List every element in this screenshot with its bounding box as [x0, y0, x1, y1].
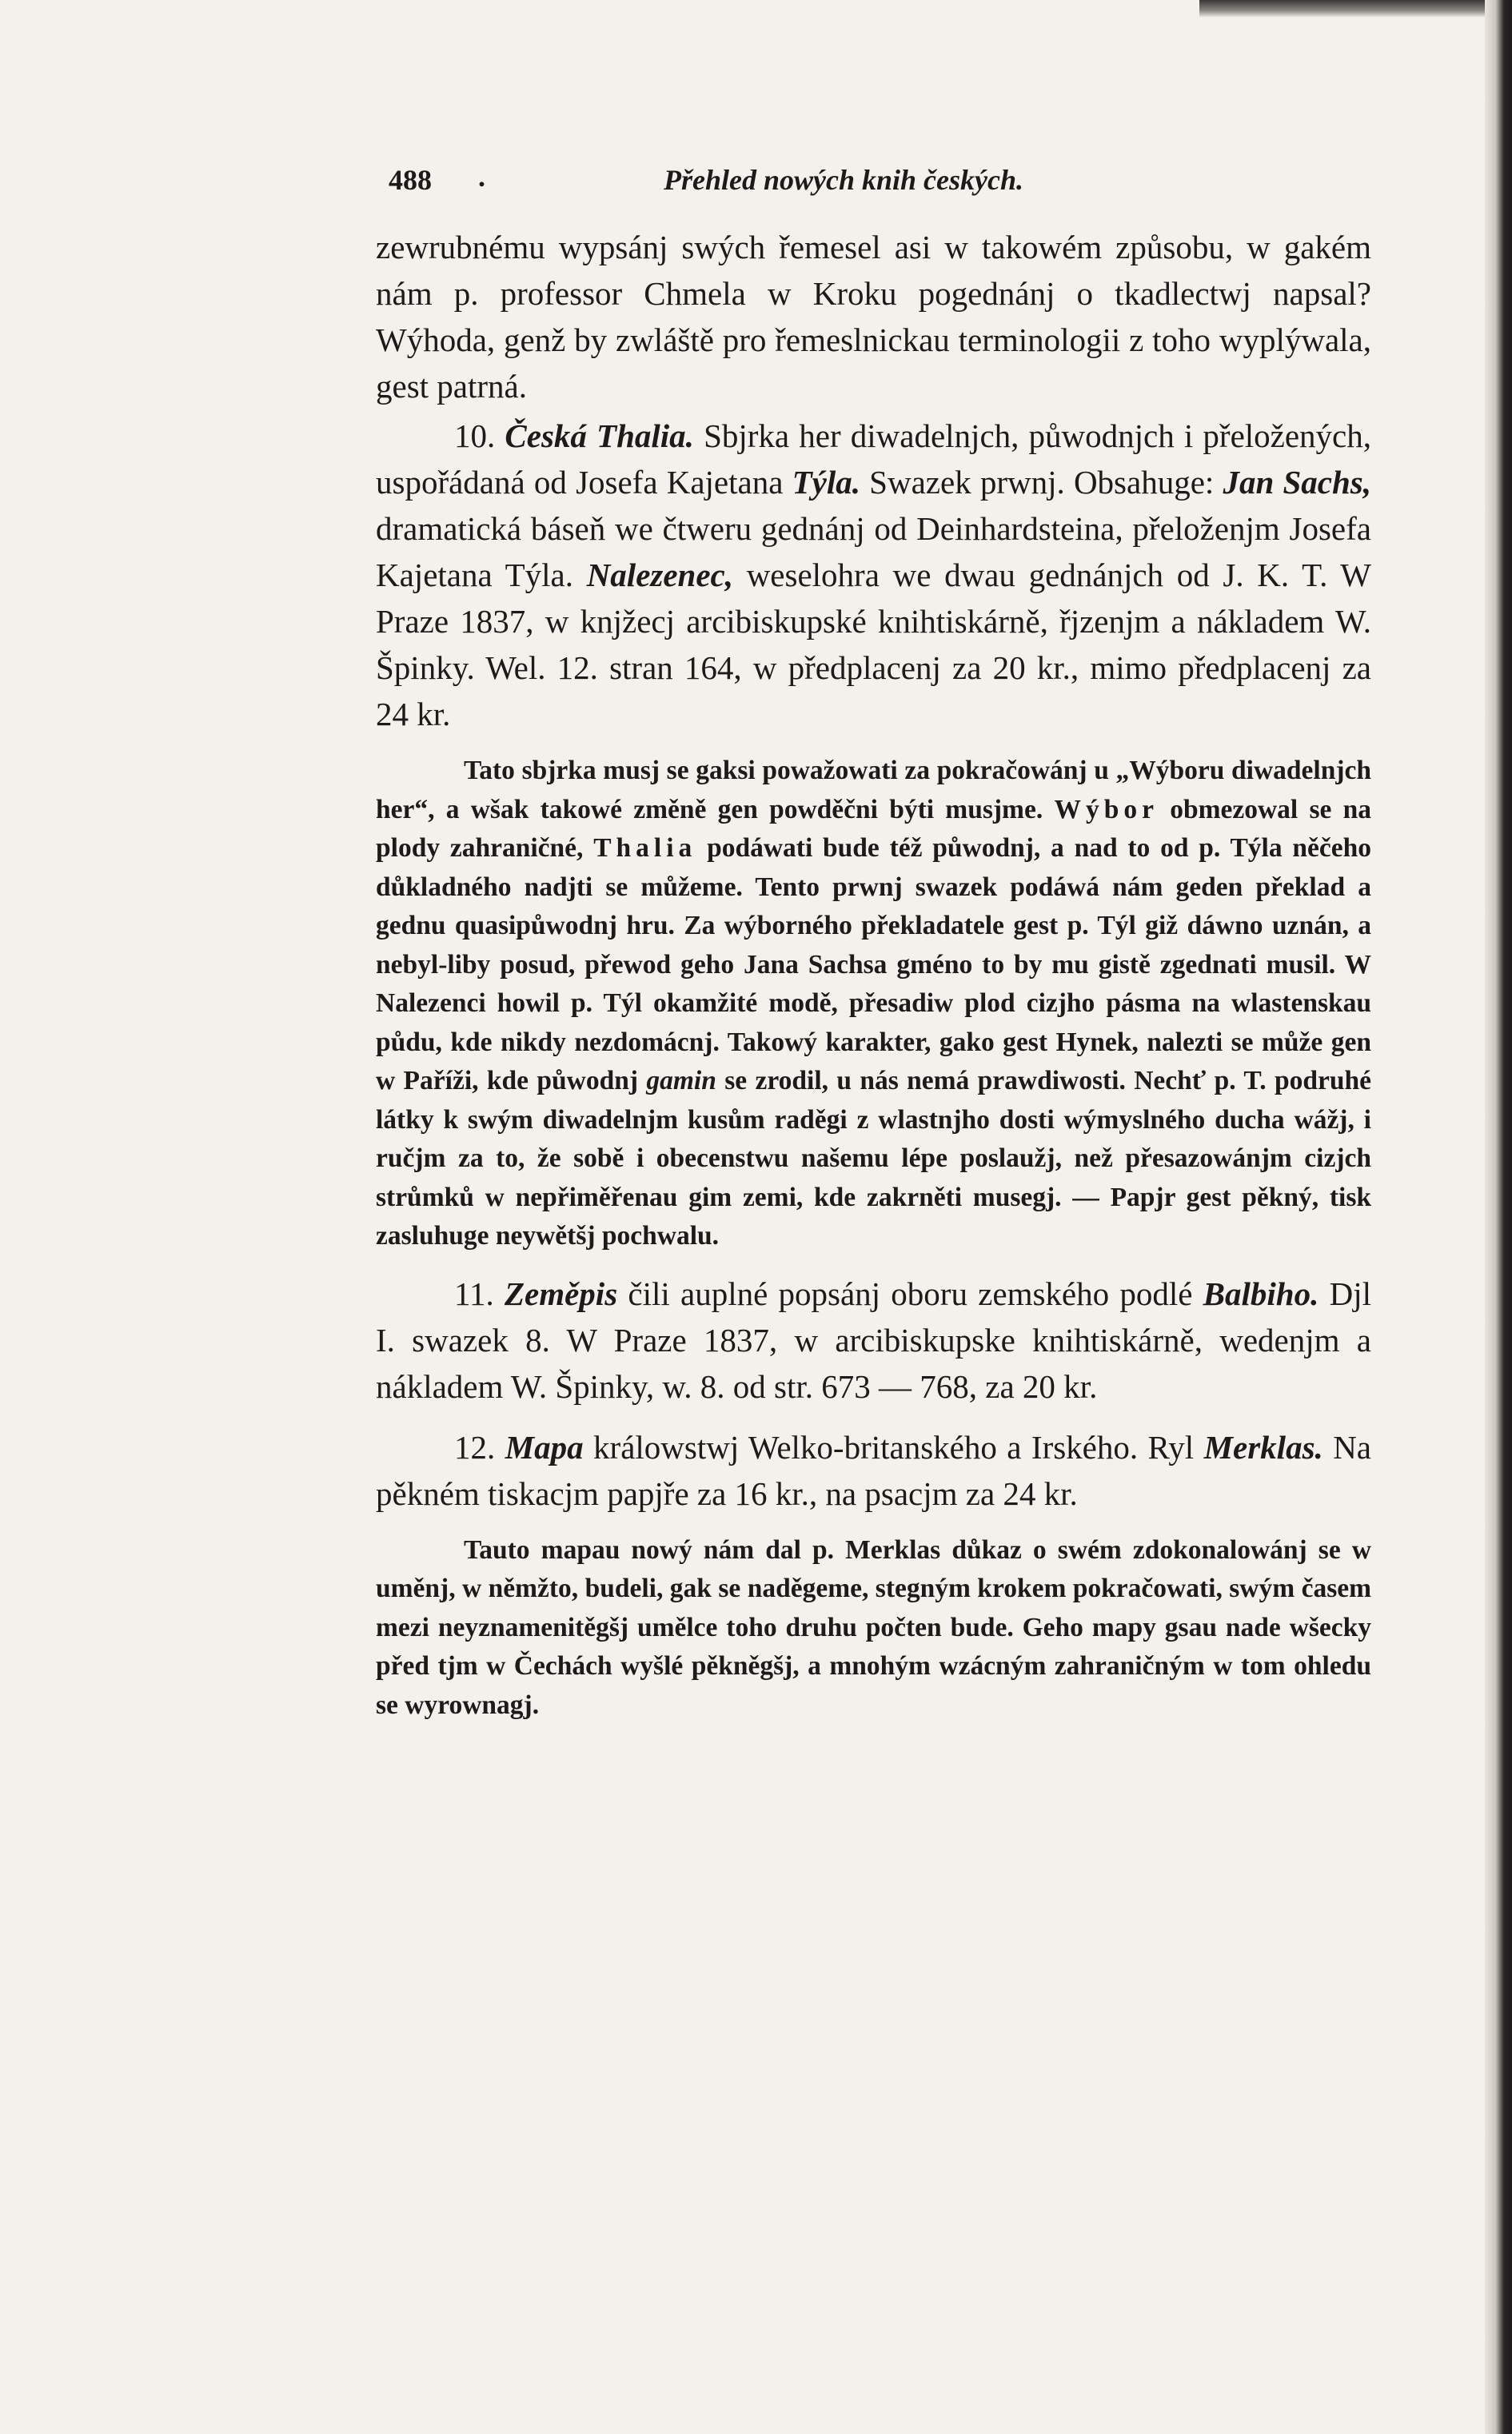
italic-word: gamin	[646, 1066, 716, 1095]
entry-text: králowstwj Welko-britanského a Irského. Ryl	[583, 1428, 1204, 1466]
entry-text: Djl I. swazek 8. W Praze 1837, w arcibiskupske knihtiskárně, wedenjm a nákladem W. Špinky, w. 8. od str. 673 — 768, za 20 kr.	[376, 1275, 1371, 1405]
entry-text: čili auplné popsánj oboru zemského podlé	[617, 1275, 1203, 1312]
entry-text: Na pěkném tiskacjm papjře za 16 kr., na psacjm za 24 kr.	[376, 1428, 1372, 1512]
entry-12	[376, 1424, 1371, 1517]
entry-work-title: Jan Sachs,	[1223, 464, 1371, 501]
paragraph-continuation: zewrubnému wypsánj swých řemesel asi w takowém způsobu, w gakém nám p. professor Chmela w Kroku pogednánj o tkadlectwj napsal? Wýhoda, genž by zwláště pro řemeslnickau terminologii z toho wyplýwala, gest patrná.	[376, 229, 1371, 405]
entry-10	[376, 413, 1371, 737]
entry-title: Česká Thalia.	[505, 417, 694, 454]
entry-11	[376, 1271, 1371, 1410]
review-text: obmezowal se na plody zahraničné,	[376, 794, 1372, 863]
running-title: Přehled nowých knih českých.	[664, 164, 1023, 196]
scan-top-shadow	[1199, 0, 1512, 18]
entry-number: 11.	[454, 1275, 494, 1312]
entry-author: Týla.	[792, 464, 860, 501]
entry-number: 10.	[454, 417, 496, 454]
entry-text: weselohra we dwau gednánjch od J. K. T. W Praze 1837, w knjžecj arcibiskupské knihtiskárně, řjzenjm a nákladem W. Špinky. Wel. 12. stran 164, w předplacenj za 20 kr., mimo předplacenj za 24 kr.	[376, 557, 1371, 732]
review-text: se zrodil, u nás nemá prawdiwosti. Nechť p. T. podruhé látky k swým diwadelnjm kusům raděgi z wlastnjho dosti wýmyslného ducha wážj, i ručjm za to, že sobě i obecenstwu našemu lépe poslaužj, než přesazowánjm cizjch strůmků w nepřiměřenau gim zemi, kde zakrněti musegj. — Papjr gest pěkný, tisk zasluhuge neywětšj pochwalu.	[376, 1066, 1371, 1251]
review-12: Tauto mapau nowý nám dal p. Merklas důkaz o swém zdokonalowánj se w uměnj, w němžto, budeli, gak se naděgeme, stegným krokem pokračowati, swým časem mezi neyznamenitěgšj umělce toho druhu počten bude. Geho mapy gsau nade wšecky před tjm w Čechách wyšlé pěkněgšj, a mnohým wzácným zahraničným w tom ohledu se wyrownagj.	[376, 1534, 1371, 1720]
entry-text: dramatická báseň we čtweru gednánj od Deinhardsteina, přeloženjm Josefa Kajetana Týla.	[376, 510, 1371, 593]
entry-author: Balbiho.	[1203, 1275, 1319, 1312]
entry-text: Swazek prwnj. Obsahuge:	[860, 464, 1223, 501]
entry-author: Merklas.	[1203, 1428, 1323, 1466]
entry-number: 12.	[454, 1428, 496, 1466]
review-text: Tato sbjrka musj se gaksi powažowati za pokračowánj u „Wýboru diwadelnjch her“, a wšak takowé změně gen powděčni býti musjme.	[376, 756, 1371, 824]
page-body	[376, 224, 1371, 1725]
scan-right-edge	[1485, 0, 1512, 2434]
spaced-word: Wýbor	[1054, 794, 1159, 824]
entry-text: Sbjrka her diwadelnjch, půwodnjch i přeložených, uspořádaná od Josefa Kajetana	[376, 417, 1371, 501]
review-text: podáwati bude též půwodnj, a nad to od p. Týla něčeho důkladného nadjti se můžeme. Tento prwnj swazek podáwá nám geden překlad a gednu quasipůwodnj hru. Za wýborného překladatele gest p. Týl giž dáwno uznán, a nebyl-liby posud, přewod geho Jana Sachsa gméno to by mu gistě zgednati musil. W Nalezenci howil p. Týl okamžité modě, přesadiw plod cizjho pásma na wlastenskau půdu, kde nikdy nezdomácnj. Takowý karakter, gako gest Hynek, nalezti se může gen w Paříži, kde půwodnj	[376, 833, 1371, 1095]
book-page	[376, 152, 1371, 1725]
header-separator: .	[478, 161, 485, 193]
page-number: 488	[389, 164, 432, 196]
running-header	[376, 152, 1371, 208]
entry-work-title: Nalezenec,	[586, 557, 734, 593]
entry-title: Mapa	[505, 1428, 584, 1466]
review-10	[376, 752, 1371, 1256]
spaced-word: Thalia	[593, 833, 697, 863]
entry-title: Zeměpis	[504, 1275, 618, 1312]
